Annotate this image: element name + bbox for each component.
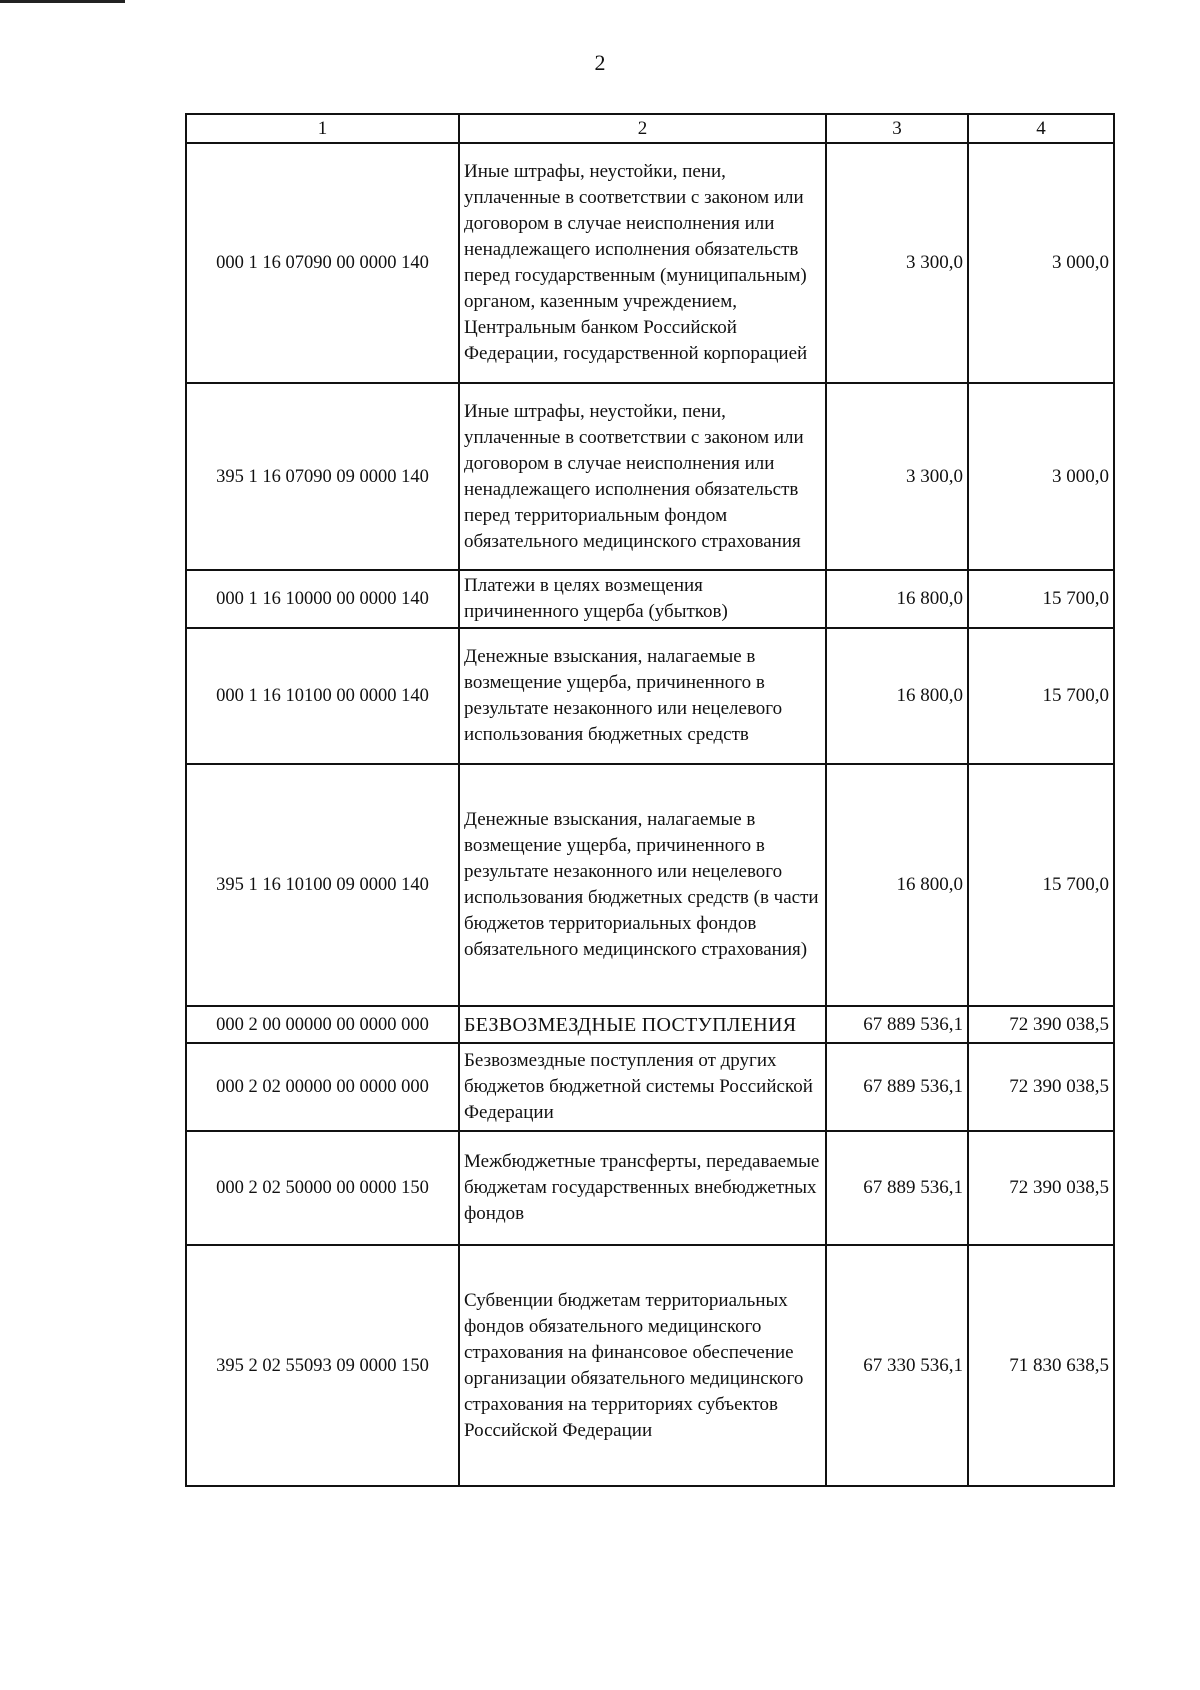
table-row [186,764,1114,1006]
budget-table [185,113,1115,1487]
amount-col-3: 67 889 536,1 [826,1043,968,1131]
header-col-1: 1 [186,114,459,143]
amount-col-4: 72 390 038,5 [968,1006,1114,1043]
revenue-name: Межбюджетные трансферты, передаваемые бюджетам государственных внебюджетных фондов [459,1131,826,1245]
table-row [186,143,1114,383]
amount-col-3: 3 300,0 [826,383,968,570]
revenue-name: Иные штрафы, неустойки, пени, уплаченные в соответствии с законом или договором в случае неисполнения или ненадлежащего исполнения обязательств перед государственным (муниципальным) органом, казенным учреждением, Центральным банком Российской Федерации, государственной корпорацией [459,143,826,383]
budget-code: 395 1 16 10100 09 0000 140 [186,764,459,1006]
header-col-3: 3 [826,114,968,143]
amount-col-4: 72 390 038,5 [968,1043,1114,1131]
budget-code: 395 1 16 07090 09 0000 140 [186,383,459,570]
revenue-name: Денежные взыскания, налагаемые в возмещение ущерба, причиненного в результате незаконного или нецелевого использования бюджетных средств [459,628,826,764]
amount-col-3: 67 330 536,1 [826,1245,968,1486]
budget-code: 000 2 02 00000 00 0000 000 [186,1043,459,1131]
amount-col-4: 3 000,0 [968,143,1114,383]
budget-code: 000 1 16 10100 00 0000 140 [186,628,459,764]
budget-code: 000 2 02 50000 00 0000 150 [186,1131,459,1245]
amount-col-4: 15 700,0 [968,570,1114,628]
budget-code: 000 2 00 00000 00 0000 000 [186,1006,459,1043]
amount-col-3: 16 800,0 [826,764,968,1006]
table-row [186,570,1114,628]
amount-col-4: 15 700,0 [968,764,1114,1006]
revenue-name: Иные штрафы, неустойки, пени, уплаченные в соответствии с законом или договором в случае неисполнения или ненадлежащего исполнения обязательств перед территориальным фондом обязательного медицинского страхования [459,383,826,570]
scan-edge-mark [0,0,125,3]
table-row [186,628,1114,764]
amount-col-3: 3 300,0 [826,143,968,383]
amount-col-4: 71 830 638,5 [968,1245,1114,1486]
table-header-row [186,114,1114,143]
budget-code: 395 2 02 55093 09 0000 150 [186,1245,459,1486]
amount-col-3: 16 800,0 [826,628,968,764]
table-row [186,1131,1114,1245]
amount-col-3: 67 889 536,1 [826,1131,968,1245]
table-row [186,1043,1114,1131]
budget-code: 000 1 16 07090 00 0000 140 [186,143,459,383]
page-number: 2 [594,50,606,75]
amount-col-4: 15 700,0 [968,628,1114,764]
table-row [186,383,1114,570]
revenue-name: БЕЗВОЗМЕЗДНЫЕ ПОСТУПЛЕНИЯ [459,1006,826,1043]
amount-col-4: 3 000,0 [968,383,1114,570]
revenue-name: Безвозмездные поступления от других бюджетов бюджетной системы Российской Федерации [459,1043,826,1131]
revenue-name: Субвенции бюджетам территориальных фондов обязательного медицинского страхования на финансовое обеспечение организации обязательного медицинского страхования на территориях субъектов Российской Федерации [459,1245,826,1486]
amount-col-3: 16 800,0 [826,570,968,628]
revenue-name: Платежи в целях возмещения причиненного ущерба (убытков) [459,570,826,628]
amount-col-3: 67 889 536,1 [826,1006,968,1043]
revenue-name: Денежные взыскания, налагаемые в возмещение ущерба, причиненного в результате незаконного или нецелевого использования бюджетных средств (в части бюджетов территориальных фондов обязательного медицинского страхования) [459,764,826,1006]
amount-col-4: 72 390 038,5 [968,1131,1114,1245]
budget-code: 000 1 16 10000 00 0000 140 [186,570,459,628]
header-col-4: 4 [968,114,1114,143]
table-row [186,1245,1114,1486]
table-row [186,1006,1114,1043]
header-col-2: 2 [459,114,826,143]
